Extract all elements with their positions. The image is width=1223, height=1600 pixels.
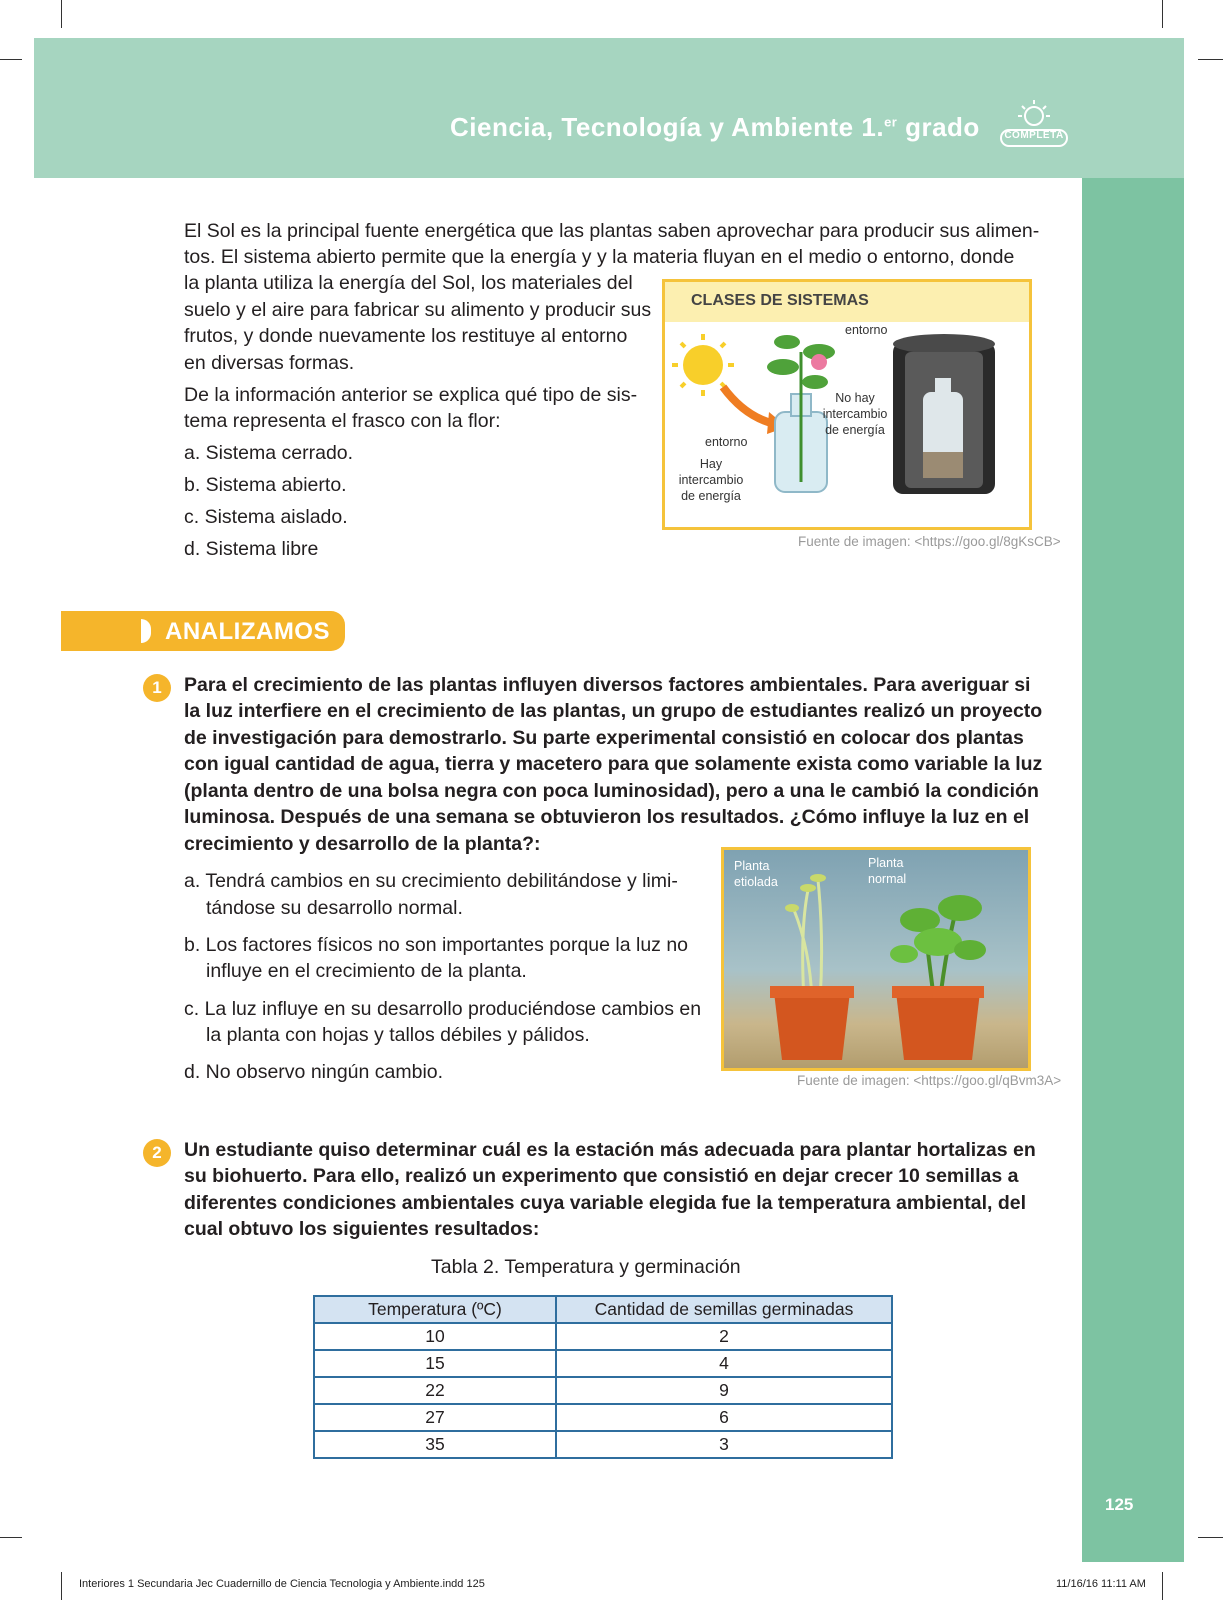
footer-file-info: Interiores 1 Secundaria Jec Cuadernillo de Ciencia Tecnologia y Ambiente.indd 125 <box>79 1578 485 1590</box>
normal-plant-icon <box>890 895 986 1060</box>
label-exchange: Hay intercambio de energía <box>678 457 744 503</box>
intro-line: frutos, y donde nuevamente los restituye al entorno <box>184 325 628 347</box>
table-cell: 27 <box>314 1404 556 1431</box>
crop-mark <box>1198 1537 1223 1538</box>
plants-photo <box>721 847 1031 1071</box>
insulated-container-icon <box>893 334 995 494</box>
table-cell: 2 <box>556 1323 892 1350</box>
table-row <box>314 1404 892 1431</box>
question-text: (planta dentro de una bolsa negra con poca luminosidad), pero a una le cambió la condición <box>184 780 1039 802</box>
question-text: la luz interfiere en el crecimiento de las plantas, un grupo de estudiantes realizó un proyecto <box>184 700 1043 722</box>
question-text: con igual cantidad de agua, tierra y macetero para que solamente exista como variable la luz <box>184 753 1043 775</box>
question-text: Para el crecimiento de las plantas influyen diversos factores ambientales. Para averiguar si <box>184 674 1031 696</box>
figure-title: CLASES DE SISTEMAS <box>691 292 869 309</box>
sun-logo-icon <box>995 98 1073 160</box>
option-b-cont: influye en el crecimiento de la planta. <box>206 960 527 982</box>
table-title: Tabla 2. Temperatura y germinación <box>431 1256 741 1278</box>
column-header: Cantidad de semillas germinadas <box>556 1296 892 1323</box>
crop-mark <box>0 1537 22 1538</box>
option-b: b. Los factores físicos no son importantes porque la luz no <box>184 934 689 956</box>
table-cell: 9 <box>556 1377 892 1404</box>
table-header-row <box>314 1296 892 1323</box>
page-title: Ciencia, Tecnología y Ambiente 1.$^{er}$ grado <box>450 112 980 142</box>
label-etiolated-plant: Planta etiolada <box>734 859 778 889</box>
option-c-cont: la planta con hojas y tallos débiles y pálidos. <box>206 1024 590 1046</box>
table-row <box>314 1431 892 1458</box>
intro-line: tos. El sistema abierto permite que la energía y y la materia fluyan en el medio o entorno, donde <box>184 246 1015 268</box>
label-no-exchange: No hay intercambio de energía <box>822 391 888 437</box>
label-entorno: entorno <box>705 435 748 449</box>
table-cell: 15 <box>314 1350 556 1377</box>
crop-mark <box>0 59 22 60</box>
question-text: de investigación para demostrarlo. Su parte experimental consistió en colocar dos plantas <box>184 727 1024 749</box>
label-entorno: entorno <box>845 323 888 337</box>
table-cell: 35 <box>314 1431 556 1458</box>
table-row <box>314 1377 892 1404</box>
image-source-caption: Fuente de imagen: <https://goo.gl/qBvm3A> <box>797 1073 1062 1088</box>
option-c: c. La luz influye en su desarrollo produciéndose cambios en <box>184 998 702 1020</box>
footer-timestamp: 11/16/16 11:11 AM <box>1056 1578 1146 1590</box>
crop-mark <box>61 0 62 28</box>
crop-mark <box>61 1572 62 1600</box>
crop-mark <box>1162 1572 1163 1600</box>
side-band <box>1082 178 1184 1562</box>
option-a-cont: tándose su desarrollo normal. <box>206 897 463 919</box>
option-a: a. Sistema cerrado. <box>184 442 354 464</box>
crop-mark <box>1198 59 1223 60</box>
question-text: su biohuerto. Para ello, realizó un experimento que consistió en dejar crecer 10 semillas a <box>184 1165 1019 1187</box>
intro-line: suelo y el aire para fabricar su alimento y producir sus <box>184 299 652 321</box>
table-cell: 22 <box>314 1377 556 1404</box>
tab-marker <box>141 619 151 643</box>
table-cell: 4 <box>556 1350 892 1377</box>
question-number: 1 <box>143 674 171 702</box>
intro-line: El Sol es la principal fuente energética que las plantas saben aprovechar para producir sus alimen- <box>184 220 1040 242</box>
table-row <box>314 1350 892 1377</box>
table-cell: 10 <box>314 1323 556 1350</box>
column-header: Temperatura (ºC) <box>314 1296 556 1323</box>
label-normal-plant: Planta normal <box>868 856 907 886</box>
data-table <box>313 1295 893 1459</box>
option-d: d. No observo ningún cambio. <box>184 1061 444 1083</box>
image-source-caption: Fuente de imagen: <https://goo.gl/8gKsCB> <box>798 534 1061 549</box>
question-number: 2 <box>143 1139 171 1167</box>
option-d: d. Sistema libre <box>184 538 319 560</box>
jornada-completa-logo <box>995 98 1073 160</box>
intro-line: la planta utiliza la energía del Sol, los materiales del <box>184 272 633 294</box>
intro-line: en diversas formas. <box>184 352 355 374</box>
question-text: Un estudiante quiso determinar cuál es la estación más adecuada para plantar hortalizas en <box>184 1139 1036 1161</box>
table-cell: 3 <box>556 1431 892 1458</box>
question-text: diferentes condiciones ambientales cuya variable elegida fue la temperatura ambiental, del <box>184 1192 1027 1214</box>
etiolated-plant-icon <box>770 874 854 1060</box>
section-label-analizamos <box>61 611 345 651</box>
question-text: crecimiento y desarrollo de la planta?: <box>184 833 541 855</box>
intro-question: tema representa el frasco con la flor: <box>184 410 501 432</box>
table-cell: 6 <box>556 1404 892 1431</box>
intro-question: De la información anterior se explica qué tipo de sis- <box>184 384 638 406</box>
question-text: cual obtuvo los siguientes resultados: <box>184 1218 540 1240</box>
crop-mark <box>1162 0 1163 28</box>
systems-figure <box>662 279 1032 530</box>
table-row <box>314 1323 892 1350</box>
option-c: c. Sistema aislado. <box>184 506 348 528</box>
section-title: ANALIZAMOS <box>165 618 330 645</box>
option-a: a. Tendrá cambios en su crecimiento debilitándose y limi- <box>184 870 678 892</box>
option-b: b. Sistema abierto. <box>184 474 347 496</box>
logo-text: COMPLETA <box>1004 130 1064 141</box>
question-text: luminosa. Después de una semana se obtuvieron los resultados. ¿Cómo influye la luz en el <box>184 806 1030 828</box>
page-number: 125 <box>1105 1495 1134 1514</box>
